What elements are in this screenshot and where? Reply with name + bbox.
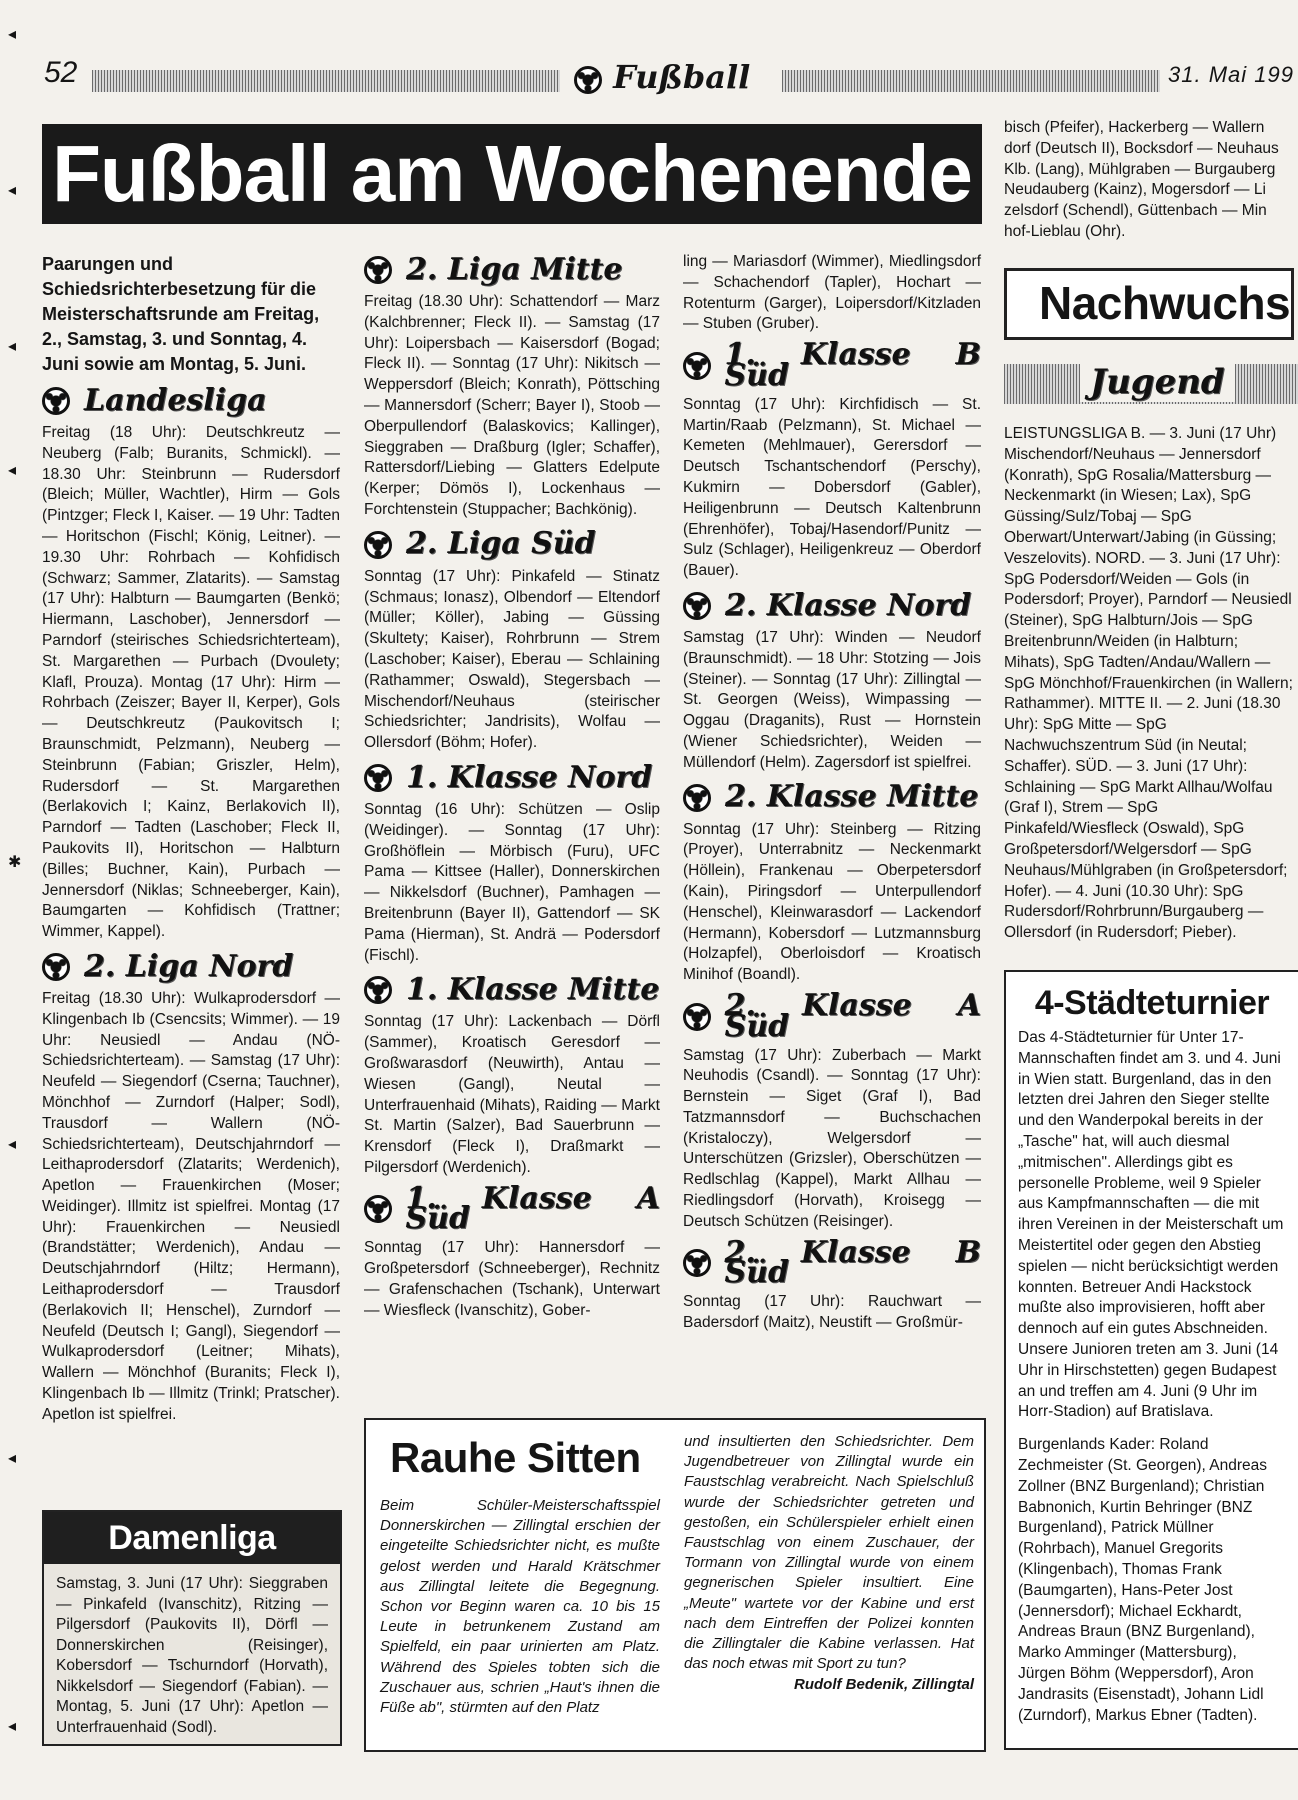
jugend-header (1080, 362, 1235, 402)
rauhe-sitten-title: Rauhe Sitten (390, 1434, 641, 1481)
rauhe-sitten-right-column (684, 1432, 974, 1696)
staedteturnier-box (1004, 970, 1298, 1750)
section-title: 1. Klasse Mitte (406, 971, 660, 1007)
football-icon (683, 592, 711, 620)
section-header-1-klasse-b-sued (683, 337, 981, 393)
football-icon (42, 387, 70, 415)
section-header-1-klasse-a-sued (364, 1180, 660, 1237)
2-liga-mitte-fixtures: Freitag (18.30 Uhr): Schattendorf — Marz (Kalchbrenner; Fleck II). — Samstag (17 Uhr): Loipersbach — Kaisersdorf (Bogad; Fleck II). — Sonntag (17 Uhr): Nikitsch — Weppersdorf (Bleich; Konrath), Pöttsching — Mannersdorf (Scherr; Bayer I), Stoob — Oberpullendorf (Balaskovics; Kallinger), Sieggraben — Draßburg (Igler; Schaffer), Rattersdorf/Liebing — Glatters Edelpute (Kerper; Dömös I), Lockenhaus — Forchtenstein (Stuppacher; Bachkönig). (364, 293, 660, 518)
section-title: 1. Klasse A Süd (405, 1180, 660, 1237)
section-header-1-klasse-nord (364, 759, 660, 795)
football-icon (574, 66, 602, 94)
damenliga-fixtures: Samstag, 3. Juni (17 Uhr): Sieggraben — Pinkafeld (Ivanschitz), Ritzing — Pilgersdorf (Paukovits II), Dörfl — Donnerskirchen (Reisinger), Kobersdorf — Tschurndorf (Horvath), Nikkelsdorf — Siegendorf (Fabian). — Montag, 5. Juni (17 Uhr): Apetlon — Unterfrauenhaid (Sodl). (56, 1575, 328, 1736)
2-liga-nord-fixtures: Freitag (18.30 Uhr): Wulkaprodersdorf — Klingenbach Ib (Csencsits; Wimmer). — 19 Uhr: Neusiedl — Andau (NÖ-Schiedsrichterteam). — Samstag (17 Uhr): Neufeld — Siegendorf (Cserna; Tauchner), Mönchhof — Zurndorf (Halper; Sodl), Trausdorf — Wallern (NÖ-Schiedsrichterteam), Deutschjahrndorf — Leithaprodersdorf (Zlatarits; Werdenich), Apetlon — Frauenkirchen (Moser; Weidinger). Illmitz ist spielfrei. Montag (17 Uhr): Frauenkirchen — Neusiedl (Brandstätter; Werdenich), Andau — Deutschjahrndorf (Hiltz; Hermann), Leithaprodersdorf — Trausdorf (Berlakovich II; Henschel), Zurndorf — Neufeld (Deutsch I; Gangl), Siegendorf — Wulkaprodersdorf (Leitner; Mihats), Wallern — Mönchhof (Buranits; Fleck I), Klingenbach Ib — Illmitz (Trinkl; Pratscher). Apetlon ist spielfrei. (42, 989, 340, 1423)
intro-text: Paarungen und Schiedsrichterbesetzung für die Meisterschaftsrunde am Freitag, 2., Samstag, 3. und Sonntag, 4. Juni sowie am Montag, 5. Juni. (42, 254, 320, 374)
2-klasse-mitte-fixtures: Sonntag (17 Uhr): Steinberg — Ritzing (Proyer), Unterrabnitz — Neckenmarkt (Höllein), Frankenau — Oberpetersdorf (Kain), Piringsdorf — Unterpullendorf (Henschel), Kleinwarasdorf — Lackendorf (Hermann), Kobersdorf — Lutzmannsburg (Holzapfel), Oberloisdorf — Kroatisch Minihof (Boandl). (683, 820, 981, 984)
2-klasse-nord-fixtures: Samstag (17 Uhr): Winden — Neudorf (Braunschmidt). — 18 Uhr: Stotzing — Jois (Steiner). — Sonntag (17 Uhr): Zillingtal — St. Georgen (Weiss), Wimpassing — Oggau (Draganits), Rust — Hornstein (Wiener Schiedsrichter), Weiden — Müllendorf (Helm). Zagersdorf ist spielfrei. (683, 628, 981, 771)
staedteturnier-title: 4-Städteturnier (1034, 984, 1270, 1022)
football-icon (364, 256, 392, 284)
margin-mark: ✱ (8, 854, 22, 871)
issue-date: 31. Mai 199 (1168, 62, 1294, 87)
column-1 (42, 252, 340, 1426)
nachwuchs-box (1004, 268, 1294, 340)
2-klasse-b-sued-fixtures: Sonntag (17 Uhr): Rauchwart — Badersdorf (Maitz), Neustift — Großmür- (683, 1293, 981, 1332)
section-title: 2. Klasse A Süd (724, 987, 981, 1044)
staedteturnier-text: Das 4-Städteturnier für Unter 17-Mannschaften findet am 3. und 4. Juni in Wien statt. Burgenland, das in den letzten drei Jahren den Sieger stellte und den Wanderpokal bereits in der „Tasche" hat, will auch diesmal „mitmischen". Allerdings gibt es personelle Probleme, weil 9 Spieler aus Kampfmannschaften — die mit ihren Vereinen in der Meisterschaft um Meistertitel oder gegen den Abstieg spielen — nicht berücksichtigt werden konnten. Betreuer Andi Hackstock mußte also improvisieren, hofft aber dennoch auf ein gutes Abschneiden. Unsere Junioren treten am 3. Juni (14 Uhr in Hirschstetten) gegen Budapest an und treffen am 4. Juni (9 Uhr im Horr-Stadion) auf Bratislava. (1018, 1029, 1284, 1421)
section-title: 2. Klasse B Süd (724, 1234, 981, 1291)
margin-mark: ◂ (8, 1450, 17, 1467)
section-header-2-liga-nord (42, 948, 340, 984)
football-icon (364, 764, 392, 792)
section-title: 2. Klasse Nord (725, 587, 972, 623)
landesliga-fixtures: Freitag (18 Uhr): Deutschkreutz — Neuberg (Falb; Buranits, Schmickl). — 18.30 Uhr: Steinbrunn — Rudersdorf (Bleich; Müller, Wachtler), Hirm — Gols (Pintzger; Fleck I, Kaiser. — 19 Uhr: Tadten — Horitschon (Fischl; König, Leitner). — 19.30 Uhr: Rohrbach — Kohfidisch (Schwarz; Sammer, Zlatarits). — Samstag (17 Uhr): Halbturn — Baumgarten (Benkö; Hiermann, Laschober), Jennersdorf — Parndorf (steirisches Schiedsrichterteam), St. Margarethen — Purbach (Dvoulety; Klafl, Prouza). Montag (17 Uhr): Hirm — Rohrbach (Zeiszer; Bayer II, Kerper), Gols — Deutschkreutz (Paukovitsch I; Braunschmidt, Pelzmann), Neuberg — Steinbrunn (Fabian; Griszler, Helm), Rudersdorf — St. Margarethen (Berlakovich I; Kainz, Berlakovich II), Parndorf — Tadten (Laschober; Fleck II, Paukovits II), Horitschon — Halbturn (Billes; Buchner, Kain), Purbach — Jennersdorf (Niklas; Schneeberger, Kain), Baumgarten — Kohfidisch (Trattner; Wimmer, Kappel). (42, 424, 340, 941)
1-klasse-nord-fixtures: Sonntag (16 Uhr): Schützen — Oslip (Weidinger). — Sonntag (17 Uhr): Großhöflein — Mörbisch (Furu), UFC Pama — Kittsee (Haller), Donnerskirchen — Nikkelsdorf (Buchner), Pamhagen — Breitenbrunn (Bayer II), Gattendorf — SK Pama (Hierman), St. Andrä — Podersdorf (Fischl). (364, 800, 660, 964)
section-title: 2. Liga Nord (84, 948, 294, 984)
page-number: 52 (44, 56, 78, 89)
jugend-title: Jugend (1090, 362, 1225, 402)
column-2 (364, 251, 660, 1321)
section-header-1-klasse-mitte (364, 971, 660, 1007)
section-title: 2. Klasse Mitte (725, 779, 979, 815)
football-icon (683, 1249, 711, 1277)
page-title: Fußball am Wochenende (42, 124, 982, 224)
header-rule-right (782, 70, 1160, 92)
kader-text: Burgenlands Kader: Roland Zechmeister (St. Georgen), Andreas Zollner (BNZ Burgenland); Christian Babnonich, Kurtin Behringer (BNZ Burgenland), Patrick Müllner (Rohrbach), Manuel Gregorits (Klingenbach), Thomas Frank (Baumgarten), Hans-Peter Jost (Jennersdorf); Michael Eckhardt, Andreas Braun (BNZ Burgenland), Marko Amminger (Mattersburg), Jürgen Böhm (Weppersdorf), Aron Jandrasits (Eisenstadt), Johann Lidl (Zurndorf), Markus Ebner (Tadten). (1018, 1436, 1267, 1724)
column-4 (1004, 118, 1294, 243)
rauhe-sitten-author: Rudolf Bedenik, Zillingtal (794, 1676, 974, 1694)
football-icon (683, 1003, 711, 1031)
football-icon (683, 784, 711, 812)
section-header-2-klasse-nord (683, 587, 981, 623)
section-header-2-klasse-a-sued (683, 987, 981, 1044)
continuation-text: ling — Mariasdorf (Wimmer), Miedlingsdorf — Schachendorf (Tapler), Hochart — Rotenturm (Garger), Loipersdorf/Kitzladen — Stuben (Gruber). (683, 253, 981, 333)
margin-mark: ◂ (8, 182, 17, 199)
section-logo (574, 58, 750, 96)
margin-mark: ◂ (8, 26, 17, 43)
section-title: 2. Liga Süd (406, 526, 596, 562)
nachwuchs-title: Nachwuchs (1039, 277, 1291, 329)
section-header-landesliga (42, 382, 340, 418)
2-liga-sued-fixtures: Sonntag (17 Uhr): Pinkafeld — Stinatz (Schmaus; Ionasz), Olbendorf — Eltendorf (Müller; Köller), Jabing — Güssing (Skultety; Kaiser), Rohrbrunn — Strem (Laschober; Kaiser), Eberau — Schlaining (Rathammer; Oswald), Stegersbach — Mischendorf/Neuhaus (steirischer Schiedsrichter; Jandrisits), Wolfau — Ollersdorf (Böhm; Hofer). (364, 567, 660, 752)
margin-mark: ◂ (8, 462, 17, 479)
rauhe-sitten-right-text: und insultierten den Schiedsrichter. Dem Jugendbetreuer von Zillingtal wurde ein Faustschlag verabreicht. Nach Spielschluß wurde der Schiedsrichter getreten und gestoßen, ein Schülerspieler erhielt einen Faustschlag von einem Zuschauer, der Tormann von Zillingtal wurde von einem gegnerischen Spieler insultiert. Eine „Meute" wartete vor der Kabine und erst nach dem Eintreffen der Polizei konnten die Zillingtaler die Kabine verlassen. Hat das noch etwas mit Sport zu tun? (684, 1433, 974, 1673)
section-title: 1. Klasse B Süd (724, 337, 981, 393)
header-rule-left (92, 70, 560, 92)
1-klasse-a-sued-fixtures: Sonntag (17 Uhr): Hannersdorf — Großpetersdorf (Schneeberger), Rechnitz — Grafenschachen (Tschank), Unterwart — Wiesfleck (Ivanschitz), Gober- (364, 1239, 660, 1319)
rauhe-sitten-left-text: Beim Schüler-Meisterschaftsspiel Donnerskirchen — Zillingtal erschien der eingeteilte Schiedsrichter nicht, es mußte gelost werden und Harald Krätschmer aus Zillingtal leitete die Begegnung. Schon vor Beginn waren ca. 10 bis 15 Leute in betrunkenem Zustand am Spielfeld, ein paar urinierten am Platz. Während des Spieles tobten sich die Zuschauer aus, schrien „Haut's ihnen die Füße ab", stürmten auf den Platz (380, 1497, 660, 1717)
section-header-2-liga-mitte (364, 251, 660, 287)
damenliga-box (42, 1510, 342, 1746)
football-icon (364, 976, 392, 1004)
section-name: Fußball (613, 58, 751, 96)
margin-mark: ◂ (8, 1718, 17, 1735)
section-title: Landesliga (84, 382, 267, 418)
1-klasse-b-sued-fixtures: Sonntag (17 Uhr): Kirchfidisch — St. Martin/Raab (Pelzmann), St. Michael — Kemeten (Mehlmauer), Gerersdorf — Deutsch Tschantschendorf (Perschy), Kukmirn — Dobersdorf (Gabler), Heiligenbrunn — Deutsch Kaltenbrunn (Ehrenhöfer), Tobaj/Hasendorf/Punitz — Sulz (Schlager), Heiligenkreuz — Oberdorf (Bauer). (683, 395, 981, 580)
2-klasse-a-sued-fixtures: Samstag (17 Uhr): Zuberbach — Markt Neuhodis (Csandl). — Sonntag (17 Uhr): Bernstein — Siget (Graf I), Bad Tatzmannsdorf — Buchschachen (Kristaloczy), Welgersdorf — Unterschützen (Grizsler), Oberschützen — Redlschlag (Kappel), Markt Allhau — Riedlingsdorf (Horvath), Kroisegg — Deutsch Schützen (Reisinger). (683, 1046, 981, 1230)
section-title: 2. Liga Mitte (406, 251, 623, 287)
jugend-fixtures: LEISTUNGSLIGA B. — 3. Juni (17 Uhr) Mischendorf/Neuhaus — Jennersdorf (Konrath), SpG Rosalia/Mattersburg — Neckenmarkt (in Wiesen; Lax), SpG Güssing/Sulz/Tobaj — SpG Oberwart/Unterwart/Jabing (in Güssing; Veszelovits). NORD. — 3. Juni (17 Uhr): SpG Podersdorf/Weiden — Gols (in Podersdorf; Proyer), Parndorf — Neusiedl (Steiner), SpG Halbturn/Jois — SpG Breitenbrunn/Weiden (in Halbturn; Mihats), SpG Tadten/Andau/Wallern — SpG Mönchhof/Frauenkirchen (in Wallern; Rathammer). MITTE II. — 2. Juni (18.30 Uhr): SpG Mitte — SpG Nachwuchszentrum Süd (in Neutal; Schaffer). SÜD. — 3. Juni (17 Uhr): Schlaining — SpG Markt Allhau/Wolfau (Graf I), Strem — SpG Pinkafeld/Wiesfleck (Oswald), SpG Großpetersdorf/Welgersdorf — SpG Neuhaus/Mühlgraben (in Großpetersdorf; Hofer). — 4. Juni (10.30 Uhr): SpG Rudersdorf/Rohrbrunn/Burgauberg — Ollersdorf (in Rudersdorf; Pieber). (1004, 425, 1293, 942)
rauhe-sitten-box (364, 1418, 986, 1752)
football-icon (364, 1195, 392, 1223)
margin-mark: ◂ (8, 1136, 17, 1153)
jugend-fixtures-column (1004, 424, 1294, 944)
column-4-top-text: bisch (Pfeifer), Hackerberg — Wallern dorf (Deutsch II), Bocksdorf — Neuhaus Klb. (Lang), Mühlgraben — Burgauberg Neudauberg (Kainz), Mogersdorf — Li zelsdorf (Schendl), Güttenbach — Min hof-Lieblau (Ohr). (1004, 119, 1279, 240)
column-3 (683, 252, 981, 1334)
section-title: 1. Klasse Nord (406, 759, 653, 795)
section-header-2-klasse-b-sued (683, 1234, 981, 1291)
section-header-2-liga-sued (364, 526, 660, 562)
football-icon (42, 953, 70, 981)
damenliga-title: Damenliga (44, 1512, 340, 1564)
1-klasse-mitte-fixtures: Sonntag (17 Uhr): Lackenbach — Dörfl (Sammer), Kroatisch Geresdorf — Großwarasdorf (Neuwirth), Antau — Wiesen (Gangl), Neutal — Unterfrauenhaid (Mihats), Raiding — Markt St. Martin (Salzer), Bad Sauerbrunn — Krensdorf (Fleck I), Draßmarkt — Pilgersdorf (Werdenich). (364, 1013, 660, 1176)
section-header-2-klasse-mitte (683, 779, 981, 815)
margin-mark: ◂ (8, 338, 17, 355)
football-icon (683, 352, 711, 380)
football-icon (364, 531, 392, 559)
